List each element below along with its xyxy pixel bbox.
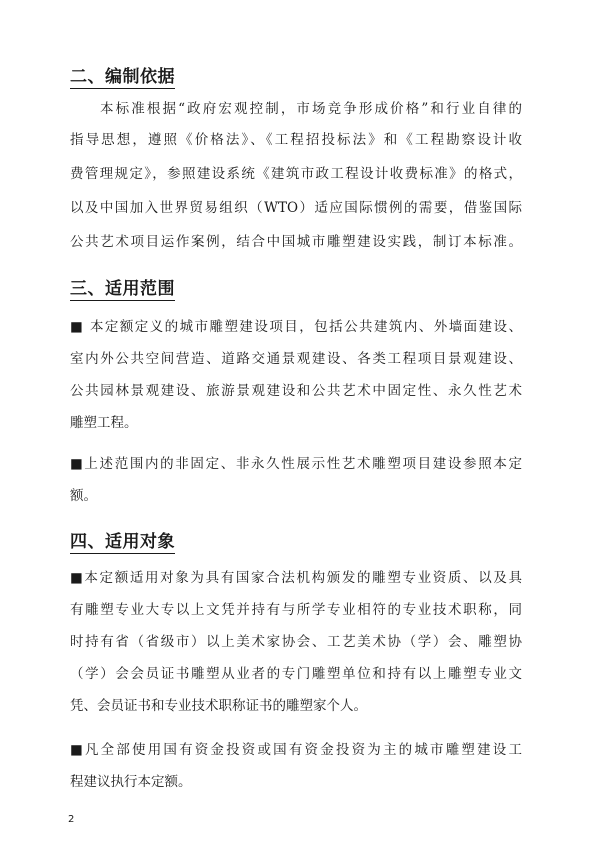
- paragraph-line: 指导思想，遵照《价格法》、《工程招投标法》和《工程勘察设计收: [70, 132, 522, 148]
- paragraph-line: （学）会会员证书雕塑从业者的专门雕塑单位和持有以上雕塑专业文: [70, 666, 522, 682]
- section-heading-2: 二、编制依据: [70, 67, 175, 87]
- paragraph-line: 公共艺术项目运作案例，结合中国城市雕塑建设实践，制订本标准。: [70, 234, 522, 250]
- paragraph-line: ■ 本定额定义的城市雕塑建设项目，包括公共建筑内、外墙面建设、: [70, 319, 522, 335]
- paragraph-line: ■上述范围内的非固定、非永久性展示性艺术雕塑项目建设参照本定: [70, 456, 522, 472]
- section-heading-3: 三、适用范围: [70, 279, 175, 299]
- paragraph-line: 时持有省（省级市）以上美术家协会、工艺美术协（学）会、雕塑协: [70, 634, 522, 650]
- section-heading-4: 四、适用对象: [70, 532, 175, 552]
- paragraph-line: 凭、会员证书和专业技术职称证书的雕塑家个人。: [70, 698, 367, 714]
- paragraph-line: ■本定额适用对象为具有国家合法机构颁发的雕塑专业资质、以及具: [70, 570, 522, 586]
- paragraph-line: 雕塑工程。: [70, 415, 138, 431]
- paragraph-line: ■凡全部使用国有资金投资或国有资金投资为主的城市雕塑建设工: [70, 742, 522, 758]
- paragraph-line: 公共园林景观建设、旅游景观建设和公共艺术中固定性、永久性艺术: [70, 383, 522, 399]
- paragraph-line: 费管理规定》，参照建设系统《建筑市政工程设计收费标准》的格式，: [70, 166, 522, 182]
- page-number: 2: [68, 814, 75, 825]
- paragraph-line: 以及中国加入世界贸易组织（WTO）适应国际惯例的需要，借鉴国际: [70, 200, 522, 216]
- paragraph-line: 室内外公共空间营造、道路交通景观建设、各类工程项目景观建设、: [70, 351, 522, 367]
- paragraph-line: 本标准根据“政府宏观控制，市场竞争形成价格”和行业自律的: [100, 101, 522, 117]
- paragraph-line: 有雕塑专业大专以上文凭并持有与所学专业相符的专业技术职称，同: [70, 602, 522, 618]
- paragraph-line: 额。: [70, 488, 97, 504]
- paragraph-line: 程建议执行本定额。: [70, 774, 192, 790]
